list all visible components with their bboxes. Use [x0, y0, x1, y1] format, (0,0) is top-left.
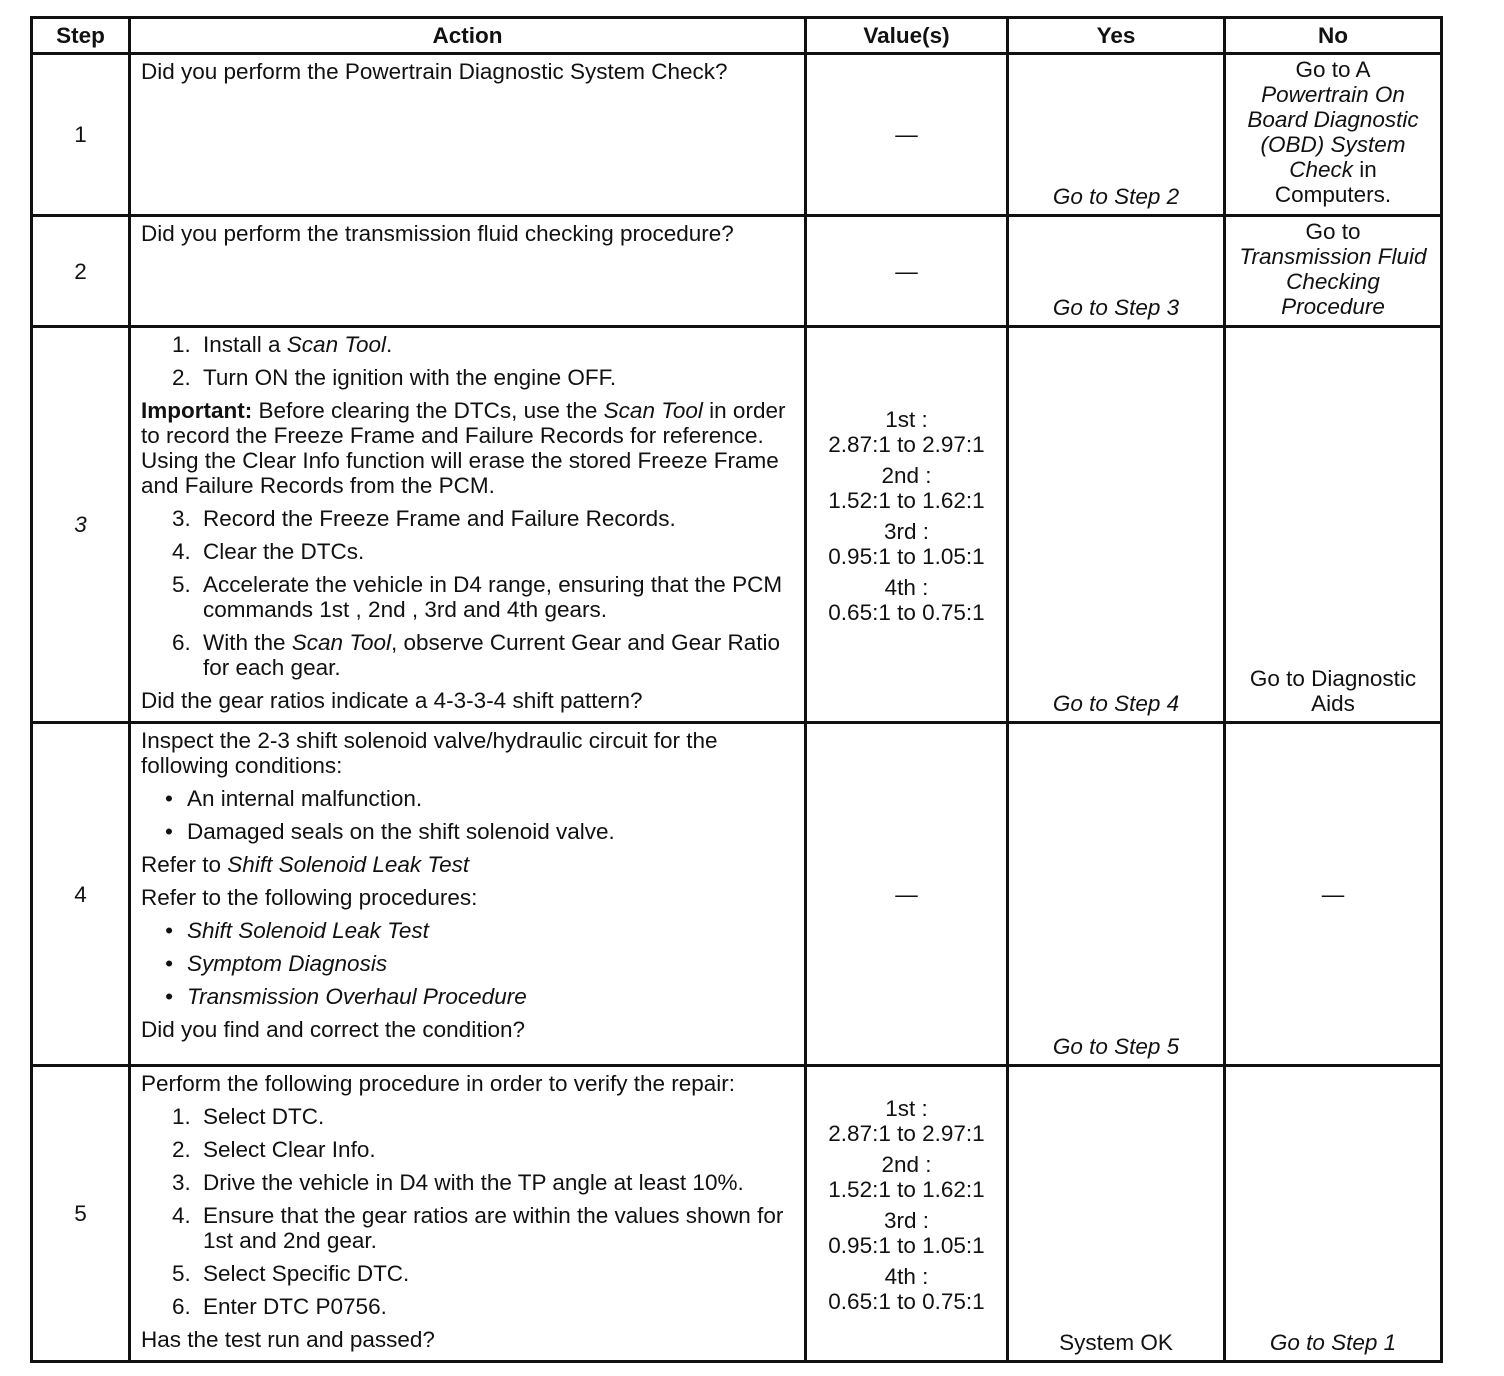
table-row-step-2 — [32, 216, 1442, 327]
no-cell — [1225, 327, 1442, 723]
refer-text: Refer to Shift Solenoid Leak Test — [141, 852, 470, 877]
list-item: 6. Enter DTC P0756. — [197, 1294, 796, 1319]
gear-range: 0.65:1 to 0.75:1 — [828, 1288, 985, 1314]
no-text-post: in Computers. — [1274, 157, 1392, 207]
no-text-pre: Go to — [1305, 219, 1361, 244]
no-cell — [1225, 216, 1442, 327]
no-link[interactable]: Powertrain On Board Diagnostic (OBD) System Check — [1247, 82, 1419, 182]
procedure-link[interactable]: • Shift Solenoid Leak Test — [187, 918, 796, 943]
yes-link[interactable]: Go to Step 2 — [1052, 184, 1180, 209]
list-item: • Damaged seals on the shift solenoid valve. — [187, 819, 796, 844]
header-no: No — [1225, 18, 1442, 54]
important-note: Important: Before clearing the DTCs, use the Scan Tool in order to record the Freeze Frame and Failure Records for reference. Using the Clear Info function will erase the stored Freeze Frame and Failure Records from the PCM. — [141, 398, 786, 498]
question: Did you find and correct the condition? — [141, 1017, 525, 1042]
header-values: Value(s) — [806, 18, 1008, 54]
gear-range: 0.95:1 to 1.05:1 — [828, 543, 985, 569]
question: Did you perform the transmission fluid checking procedure? — [141, 221, 734, 246]
no-link[interactable]: Go to Diagnostic Aids — [1249, 666, 1417, 716]
gear-range: 1.52:1 to 1.62:1 — [828, 1176, 985, 1202]
conditions-list — [141, 786, 796, 844]
value-cell: — — [806, 54, 1008, 216]
list-item: 5. Select Specific DTC. — [197, 1261, 796, 1286]
procedure-link[interactable]: • Symptom Diagnosis — [187, 951, 796, 976]
list-item: 2. Select Clear Info. — [197, 1137, 796, 1162]
scan-tool-link[interactable]: Scan Tool — [286, 332, 387, 357]
table-row-step-3 — [32, 327, 1442, 723]
procedures-list — [141, 918, 796, 1009]
procedure-list — [141, 1104, 796, 1319]
important-label: Important: — [141, 398, 253, 423]
yes-cell — [1008, 723, 1225, 1066]
header-row — [32, 18, 1442, 54]
table-row-step-5 — [32, 1066, 1442, 1362]
step-number: 4 — [32, 723, 130, 1066]
action-cell — [130, 54, 806, 216]
gear-range: 2.87:1 to 2.97:1 — [828, 431, 985, 457]
list-item: 1. Install a Scan Tool. — [197, 332, 796, 357]
no-cell: — — [1225, 723, 1442, 1066]
gear-label: 3rd : — [883, 1207, 930, 1233]
gear-label: 4th : — [884, 574, 929, 600]
no-text-pre: Go to A — [1295, 57, 1371, 82]
yes-link[interactable]: Go to Step 3 — [1052, 295, 1180, 320]
gear-range: 0.65:1 to 0.75:1 — [828, 599, 985, 625]
value-cell — [806, 1066, 1008, 1362]
list-item: • An internal malfunction. — [187, 786, 796, 811]
diagnostic-table — [30, 16, 1443, 1363]
gear-label: 3rd : — [883, 518, 930, 544]
list-item: 3. Drive the vehicle in D4 with the TP angle at least 10%. — [197, 1170, 796, 1195]
procedure-link[interactable]: • Transmission Overhaul Procedure — [187, 984, 796, 1009]
table-row-step-1 — [32, 54, 1442, 216]
action-cell — [130, 1066, 806, 1362]
action-cell — [130, 327, 806, 723]
yes-cell — [1008, 54, 1225, 216]
action-cell — [130, 216, 806, 327]
table-row-step-4 — [32, 723, 1442, 1066]
question: Did you perform the Powertrain Diagnostic System Check? — [141, 59, 728, 84]
list-item: 3. Record the Freeze Frame and Failure Records. — [197, 506, 796, 531]
procedure-list — [141, 332, 796, 390]
step-number: 2 — [32, 216, 130, 327]
no-link[interactable]: Go to Step 1 — [1269, 1330, 1397, 1355]
gear-label: 2nd : — [881, 462, 932, 488]
gear-label: 4th : — [884, 1263, 929, 1289]
scan-tool-link[interactable]: Scan Tool — [603, 398, 703, 423]
gear-range: 2.87:1 to 2.97:1 — [828, 1120, 985, 1146]
intro-text: Inspect the 2-3 shift solenoid valve/hydraulic circuit for the following conditions: — [141, 728, 718, 778]
scan-tool-link[interactable]: Scan Tool — [291, 630, 392, 655]
action-cell — [130, 723, 806, 1066]
value-cell: — — [806, 723, 1008, 1066]
header-step: Step — [32, 18, 130, 54]
shift-solenoid-leak-test-link[interactable]: Shift Solenoid Leak Test — [227, 852, 470, 877]
yes-cell — [1008, 327, 1225, 723]
list-item: 4. Ensure that the gear ratios are within the values shown for 1st and 2nd gear. — [197, 1203, 796, 1253]
value-cell — [806, 327, 1008, 723]
yes-link[interactable]: Go to Step 4 — [1052, 691, 1180, 716]
list-item: 6. With the Scan Tool, observe Current Gear and Gear Ratio for each gear. — [197, 630, 796, 680]
intro-text: Perform the following procedure in order to verify the repair: — [141, 1071, 736, 1096]
value-cell: — — [806, 216, 1008, 327]
gear-range: 0.95:1 to 1.05:1 — [828, 1232, 985, 1258]
gear-label: 1st : — [885, 1095, 928, 1121]
header-action: Action — [130, 18, 806, 54]
yes-cell — [1008, 1066, 1225, 1362]
list-item: 2. Turn ON the ignition with the engine OFF. — [197, 365, 796, 390]
step-number: 1 — [32, 54, 130, 216]
no-link[interactable]: Transmission Fluid Checking Procedure — [1239, 244, 1427, 319]
refer-text: Refer to the following procedures: — [141, 885, 478, 910]
question: Did the gear ratios indicate a 4-3-3-4 shift pattern? — [141, 688, 643, 713]
gear-label: 1st : — [885, 406, 928, 432]
no-cell — [1225, 1066, 1442, 1362]
gear-ratio-values — [807, 1096, 1006, 1314]
step-number: 3 — [32, 327, 130, 723]
question: Has the test run and passed? — [141, 1327, 435, 1352]
yes-cell — [1008, 216, 1225, 327]
list-item: 1. Select DTC. — [197, 1104, 796, 1129]
list-item: 4. Clear the DTCs. — [197, 539, 796, 564]
list-item: 5. Accelerate the vehicle in D4 range, ensuring that the PCM commands 1st , 2nd , 3rd and 4th gears. — [197, 572, 796, 622]
gear-ratio-values — [807, 407, 1006, 625]
gear-range: 1.52:1 to 1.62:1 — [828, 487, 985, 513]
yes-link[interactable]: Go to Step 5 — [1052, 1034, 1180, 1059]
header-yes: Yes — [1008, 18, 1225, 54]
no-cell — [1225, 54, 1442, 216]
step-number: 5 — [32, 1066, 130, 1362]
procedure-list — [141, 506, 796, 680]
yes-text: System OK — [1059, 1330, 1173, 1355]
gear-label: 2nd : — [881, 1151, 932, 1177]
